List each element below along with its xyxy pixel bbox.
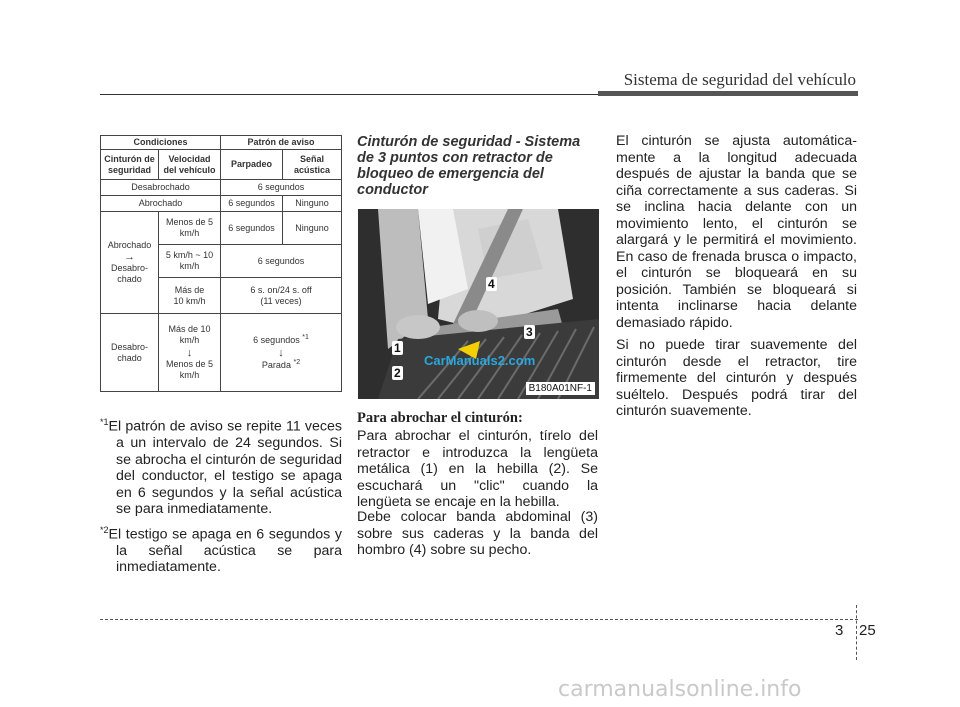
th-speed: Velocidad del vehículo (159, 150, 221, 180)
cell-r3a-sound: Ninguno (283, 212, 342, 245)
r4-speed-b: Menos de 5 km/h (165, 358, 214, 381)
th-belt: Cinturón de seguridad (101, 150, 159, 180)
image-watermark: CarManuals2.com (424, 353, 536, 368)
footnote-mark-2: *2 (293, 358, 301, 366)
warning-pattern-table (100, 135, 342, 392)
r3c-speed-a: Más de (174, 284, 205, 295)
th-blink: Parpadeo (221, 150, 283, 180)
cell-r2-cond: Abrochado (101, 196, 221, 212)
r3-belt-a: Abrochado (107, 239, 152, 250)
r3c-val-b: (11 veces) (260, 295, 302, 306)
cell-r2-blink: 6 segundos (221, 196, 283, 212)
right-paragraph-1: El cinturón se ajusta automática-mente a la longitud adecuada después de ajustar la banda que se ciña correctamente a sus caderas. Si se inclina hacia delante con un movimiento lento, el cinturón se alargará y le permitirá el movimiento. En caso de frenada brusca o impacto, el cinturón se bloqueará en su posición. También se bloqueará si intenta inclinarse hacia delante demasiado rápido. (616, 133, 857, 331)
cell-r3b-val: 6 segundos (221, 245, 342, 278)
page-section: 3 (835, 622, 844, 639)
arrow-right-icon: → (124, 251, 135, 264)
th-sound: Señal acústica (283, 150, 342, 180)
site-watermark: carmanualsonline.info (558, 677, 802, 702)
cell-r3c-val (221, 278, 342, 314)
footnote-mark-1: *1 (302, 334, 309, 342)
r3-belt-b: Desabro-chado (110, 263, 148, 285)
th-pattern: Patrón de aviso (221, 136, 342, 150)
cell-r4-speed (159, 314, 221, 392)
callout-2: 2 (394, 366, 401, 380)
cell-r2-sound: Ninguno (283, 196, 342, 212)
subheading: Para abrochar el cinturón: (357, 410, 523, 426)
cell-r3-belt (101, 212, 159, 314)
header-bar (598, 91, 858, 96)
table-notes (100, 414, 342, 580)
footer-divider (856, 605, 857, 660)
cell-r3c-speed (159, 278, 221, 314)
arrow-down-icon: ↓ (278, 346, 284, 359)
cell-r4-val (221, 314, 342, 392)
seatbelt-photo (358, 209, 599, 399)
cell-r1-cond: Desabrochado (101, 180, 221, 196)
callout-1: 1 (394, 341, 401, 355)
page-number: 25 (859, 622, 876, 639)
cell-r3a-speed: Menos de 5 km/h (159, 212, 221, 245)
callout-3: 3 (526, 325, 533, 339)
paragraph-2: Debe colocar banda abdominal (3) sobre sus caderas y la banda del hombro (4) sobre su pecho. (357, 509, 598, 558)
th-conditions: Condiciones (101, 136, 221, 150)
right-paragraph-2: Si no puede tirar suavemente del cinturón desde el retractor, tire firmemente del cinturón y después suéltelo. Después podrá tirar del cinturón suavemente. (616, 337, 857, 419)
callout-4: 4 (488, 277, 495, 291)
r4-speed-a: Más de 10 km/h (168, 324, 211, 346)
cell-r1-val: 6 segundos (221, 180, 342, 196)
r4-val-b: Parada (261, 359, 291, 370)
r3c-speed-b: 10 km/h (173, 295, 206, 306)
image-code: B180A01NF-1 (526, 382, 595, 395)
section-title: Cinturón de seguridad - Sistema de 3 puntos con retractor de bloqueo de emergencia del conductor (357, 134, 581, 198)
note-1: $^{*1}$El patrón de aviso se repite 11 veces a un intervalo de 24 segundos. Si se abrocha el cinturón de seguridad del conductor, el testigo se apaga en 6 segundos y la señal acústica se para inmediatamente. (100, 417, 342, 518)
running-header: Sistema de seguridad del vehículo (623, 70, 856, 89)
r3c-val-a: 6 s. on/24 s. off (250, 284, 312, 295)
right-column (616, 133, 857, 426)
cell-r3b-speed: 5 km/h ~ 10 km/h (159, 245, 221, 278)
cell-r4-belt: Desabro-chado (101, 314, 159, 392)
footer-rule (100, 619, 858, 620)
r4-val-a: 6 segundos (253, 335, 300, 346)
paragraph-1: Para abrochar el cinturón, tírelo del retractor e introduzca la lengüeta metálica (1) en la hebilla (2). Se escuchará un "clic" cuando la lengüeta se encaje en la hebilla. (357, 428, 598, 510)
note-2: $^{*2}$El testigo se apaga en 6 segundos y la señal acústica se para inmediatamente. (100, 524, 342, 576)
cell-r3a-blink: 6 segundos (221, 212, 283, 245)
arrow-down-icon: ↓ (186, 346, 193, 359)
